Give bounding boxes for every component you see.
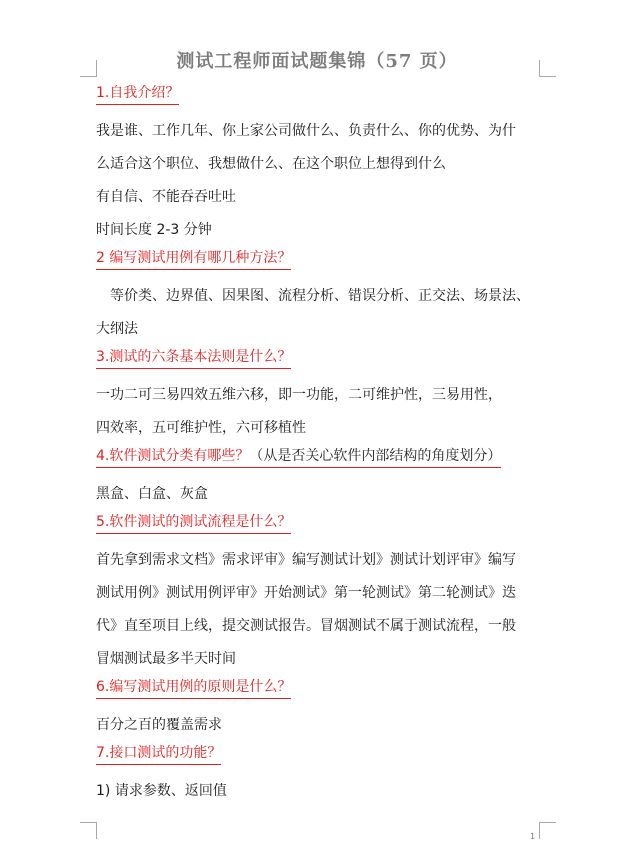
paragraph <box>96 379 544 445</box>
paragraph: 时间长度 2-3 分钟 <box>96 222 212 238</box>
list-item: 1) 请求参数、返回值 <box>96 783 227 799</box>
section-heading-row <box>96 82 544 115</box>
crop-mark-top-right <box>539 60 556 77</box>
section-heading-note: （从是否关心软件内部结构的角度划分） <box>249 448 502 464</box>
section-heading: 3.测试的六条基本法则是什么？ <box>96 347 291 369</box>
section-heading <box>96 446 501 468</box>
crop-mark-bottom-right <box>539 822 556 839</box>
paragraph: 百分之百的覆盖需求 <box>96 717 222 733</box>
section-heading: 5.软件测试的测试流程是什么？ <box>96 512 291 534</box>
paragraph: 有自信、不能吞吞吐吐 <box>96 189 236 205</box>
paragraph <box>96 544 544 676</box>
section-heading: 7.接口测试的功能？ <box>96 743 221 765</box>
crop-mark-top-left <box>80 60 97 77</box>
section-heading-row <box>96 247 544 280</box>
paragraph-line: 一功二可三易四效五维六移，即一功能，二可维护性，三易用性， <box>96 387 502 403</box>
paragraph-line: 么适合这个职位、我想做什么、在这个职位上想得到什么 <box>96 156 446 172</box>
paragraph-line: 我是谁、工作几年、你上家公司做什么、负责什么、你的优势、为什 <box>96 123 516 139</box>
section-heading-row <box>96 346 544 379</box>
page-number: 1 <box>530 832 536 841</box>
paragraph-line: 首先拿到需求文档》需求评审》编写测试计划》测试计划评审》编写 <box>96 552 516 568</box>
section-heading-row <box>96 676 544 709</box>
paragraph-line: 冒烟测试最多半天时间 <box>96 651 236 667</box>
paragraph <box>96 280 544 346</box>
section-heading-row <box>96 445 544 478</box>
paragraph-line: 代》直至项目上线，提交测试报告。冒烟测试不属于测试流程，一般 <box>96 618 516 634</box>
document-title: 测试工程师面试题集锦（57 页） <box>176 51 458 72</box>
section-heading: 2 编写测试用例有哪几种方法？ <box>96 248 291 270</box>
section-heading-row <box>96 511 544 544</box>
crop-mark-bottom-left <box>80 822 97 839</box>
section-heading-row <box>96 742 544 775</box>
paragraph: 黑盒、白盒、灰盒 <box>96 486 208 502</box>
paragraph-line: 测试用例》测试用例评审》开始测试》第一轮测试》第二轮测试》迭 <box>96 585 516 601</box>
section-heading: 6.编写测试用例的原则是什么？ <box>96 677 291 699</box>
document-body <box>96 82 544 808</box>
section-heading: 1.自我介绍？ <box>96 83 179 105</box>
paragraph-line: 大纲法 <box>96 321 138 337</box>
section-heading-text: 4.软件测试分类有哪些？ <box>96 448 250 464</box>
paragraph-line: 等价类、边界值、因果图、流程分析、错误分析、正交法、场景法、 <box>96 288 530 304</box>
paragraph-line: 四效率，五可维护性，六可移植性 <box>96 420 306 436</box>
paragraph <box>96 115 544 181</box>
